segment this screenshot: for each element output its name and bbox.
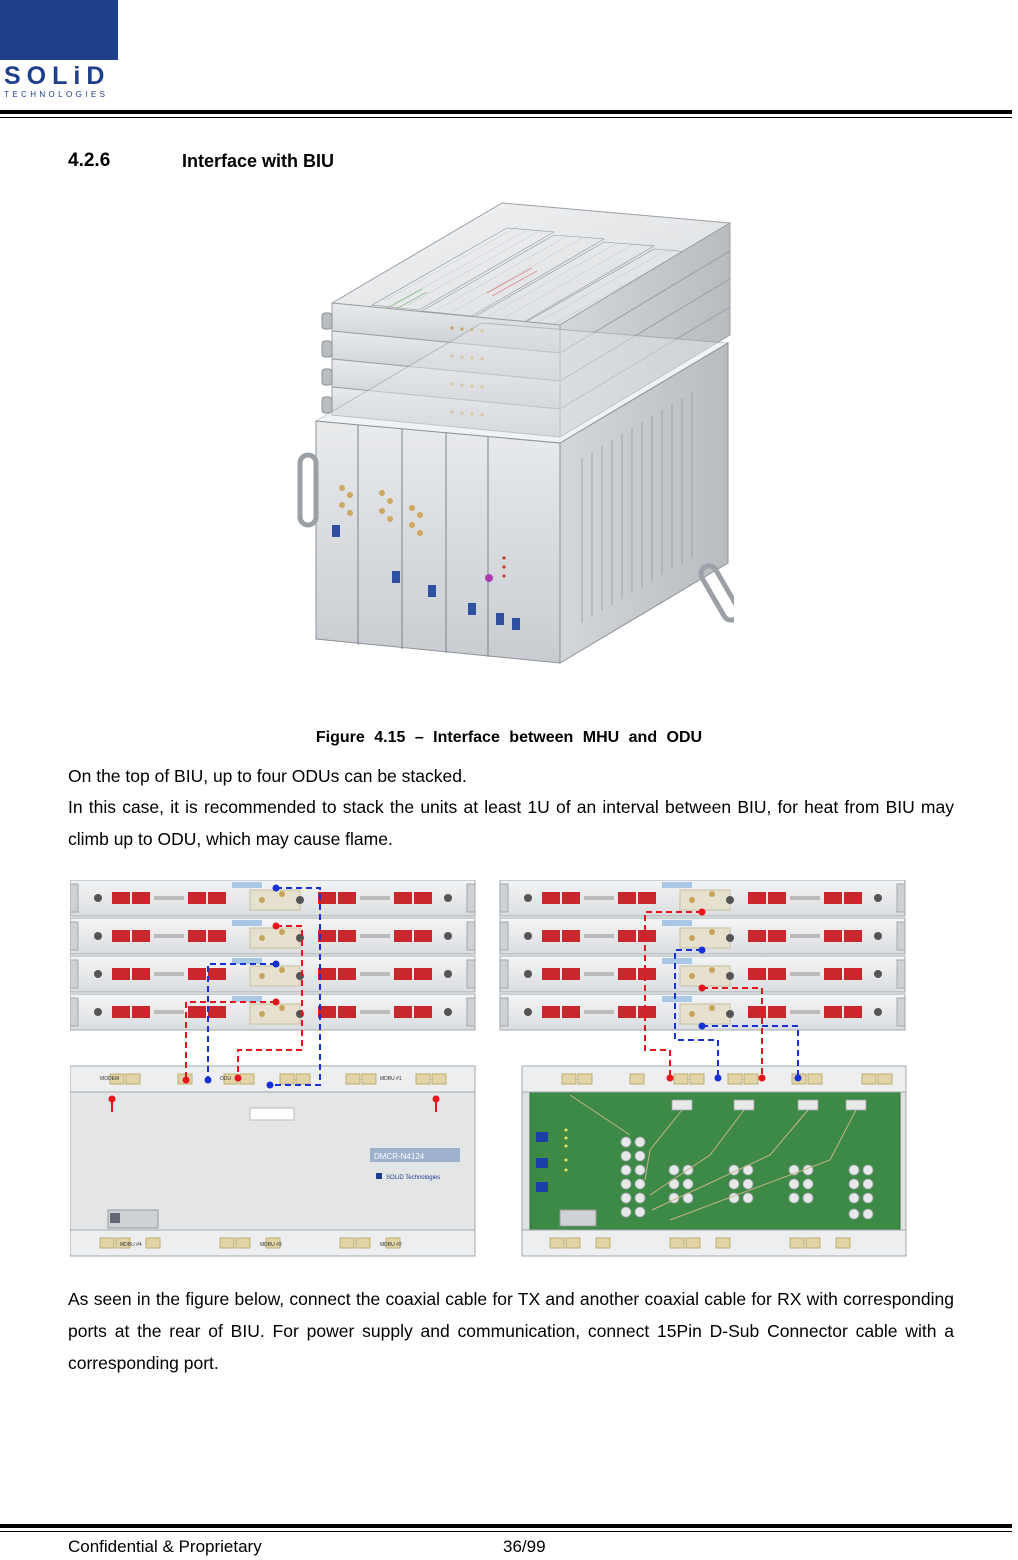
header-rule xyxy=(0,110,1012,114)
maker-label: SOLiD Technologies xyxy=(386,1175,441,1181)
footer-page-number: 36/99 xyxy=(503,1537,546,1556)
body-paragraph: As seen in the figure below, connect the coaxial cable for TX and another coaxial cable for RX with corresponding ports at the rear of BIU. For power supply and communication, connect 15Pin D-Sub Connector cable with a corresponding port. xyxy=(68,1289,954,1373)
body-paragraph: On the top of BIU, up to four ODUs can be stacked. xyxy=(68,766,467,786)
rear-connection-diagram xyxy=(70,880,910,1258)
rack-stack-illustration xyxy=(292,193,734,673)
odu-port-label: ODU xyxy=(220,1076,232,1082)
mdbu3-port-label: MDBU #3 xyxy=(260,1242,282,1248)
footer-confidential: Confidential & Proprietary xyxy=(68,1537,262,1556)
header-rule-thin xyxy=(0,117,1012,118)
odu-stack-right xyxy=(500,880,905,1030)
mdbu1-port-label: MDBU #1 xyxy=(380,1076,402,1082)
modem-port-label: MODEM xyxy=(100,1076,120,1082)
logo-wordmark: SOLiD xyxy=(4,62,111,90)
body-paragraph: In this case, it is recommended to stack the units at least 1U of an interval between BIU, for heat from BIU may climb up to ODU, which may cause flame. xyxy=(68,797,954,849)
mdbu2-port-label: MDBU #2 xyxy=(380,1242,402,1248)
footer-rule xyxy=(0,1524,1012,1528)
section-title: Interface with BIU xyxy=(182,151,335,171)
mdbu4-port-label: MDBU #4 xyxy=(120,1242,142,1248)
company-logo xyxy=(0,0,118,104)
logo-block xyxy=(0,0,118,60)
model-label: DMCR-N4124 xyxy=(374,1152,425,1161)
logo-subtitle: TECHNOLOGIES xyxy=(4,90,109,99)
odu-stack-left xyxy=(70,880,475,1030)
footer-rule-thin xyxy=(0,1531,1012,1532)
figure-caption: Figure 4.15 – Interface between MHU and ODU xyxy=(315,729,703,746)
biu-rear-left xyxy=(70,1066,475,1256)
biu-rear-right xyxy=(522,1066,906,1256)
section-number: 4.2.6 xyxy=(68,150,111,171)
